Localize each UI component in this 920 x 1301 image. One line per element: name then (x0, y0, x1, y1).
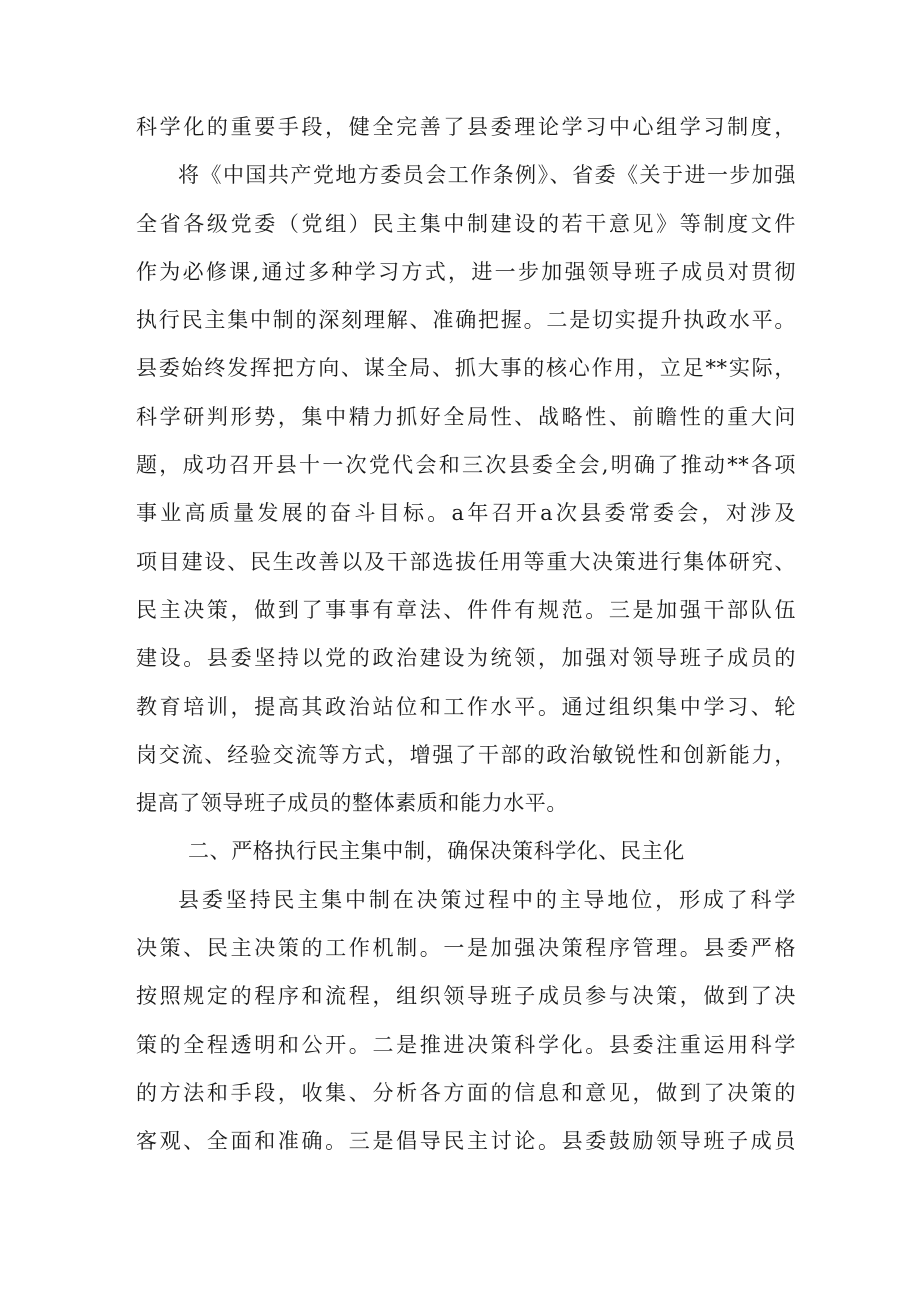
paragraph-2 (136, 876, 796, 1166)
paragraph-line: 教育培训，提高其政治站位和工作水平。通过组织集中学习、轮 (136, 694, 796, 719)
paragraph-line: 项目建设、民生改善以及干部选拔任用等重大决策进行集体研究、 (136, 549, 796, 574)
paragraph-line: 按照规定的程序和流程，组织领导班子成员参与决策，做到了决 (136, 984, 796, 1009)
paragraph-line: 题，成功召开县十一次党代会和三次县委全会,明确了推动**各项 (136, 453, 796, 478)
paragraph-line: 策的全程透明和公开。二是推进决策科学化。县委注重运用科学 (136, 1032, 796, 1057)
paragraph-line: 提高了领导班子成员的整体素质和能力水平。 (136, 791, 568, 816)
paragraph-line: 执行民主集中制的深刻理解、准确把握。二是切实提升执政水平。 (136, 308, 796, 333)
paragraph-line: 事业高质量发展的奋斗目标。a年召开a次县委常委会，对涉及 (136, 501, 796, 526)
paragraph-line: 将《中国共产党地方委员会工作条例》、省委《关于进一步加强 (178, 163, 796, 188)
section-heading: 二、严格执行民主集中制，确保决策科学化、民主化 (188, 839, 685, 864)
paragraph-line: 县委坚持民主集中制在决策过程中的主导地位，形成了科学 (178, 887, 796, 912)
paragraph-line: 科学化的重要手段，健全完善了县委理论学习中心组学习制度， (136, 115, 796, 139)
paragraph-line: 作为必修课,通过多种学习方式，进一步加强领导班子成员对贯彻 (136, 259, 796, 284)
paragraph-line: 的方法和手段，收集、分析各方面的信息和意见，做到了决策的 (136, 1080, 796, 1105)
paragraph-line: 民主决策，做到了事事有章法、件件有规范。三是加强干部队伍 (136, 597, 796, 622)
paragraph-line: 全省各级党委（党组）民主集中制建设的若干意见》等制度文件 (136, 211, 796, 236)
paragraph-line: 岗交流、经验交流等方式，增强了干部的政治敏锐性和创新能力， (136, 742, 796, 767)
paragraph-line: 科学研判形势，集中精力抓好全局性、战略性、前瞻性的重大问 (136, 404, 796, 429)
paragraph-line: 建设。县委坚持以党的政治建设为统领，加强对领导班子成员的 (136, 646, 796, 671)
paragraph-line: 决策、民主决策的工作机制。一是加强决策程序管理。县委严格 (136, 936, 796, 961)
document-body (136, 103, 796, 1166)
paragraph-line: 客观、全面和准确。三是倡导民主讨论。县委鼓励领导班子成员 (136, 1129, 796, 1154)
paragraph-line: 县委始终发挥把方向、谋全局、抓大事的核心作用，立足**实际， (136, 356, 796, 381)
paragraph-1 (136, 103, 796, 827)
